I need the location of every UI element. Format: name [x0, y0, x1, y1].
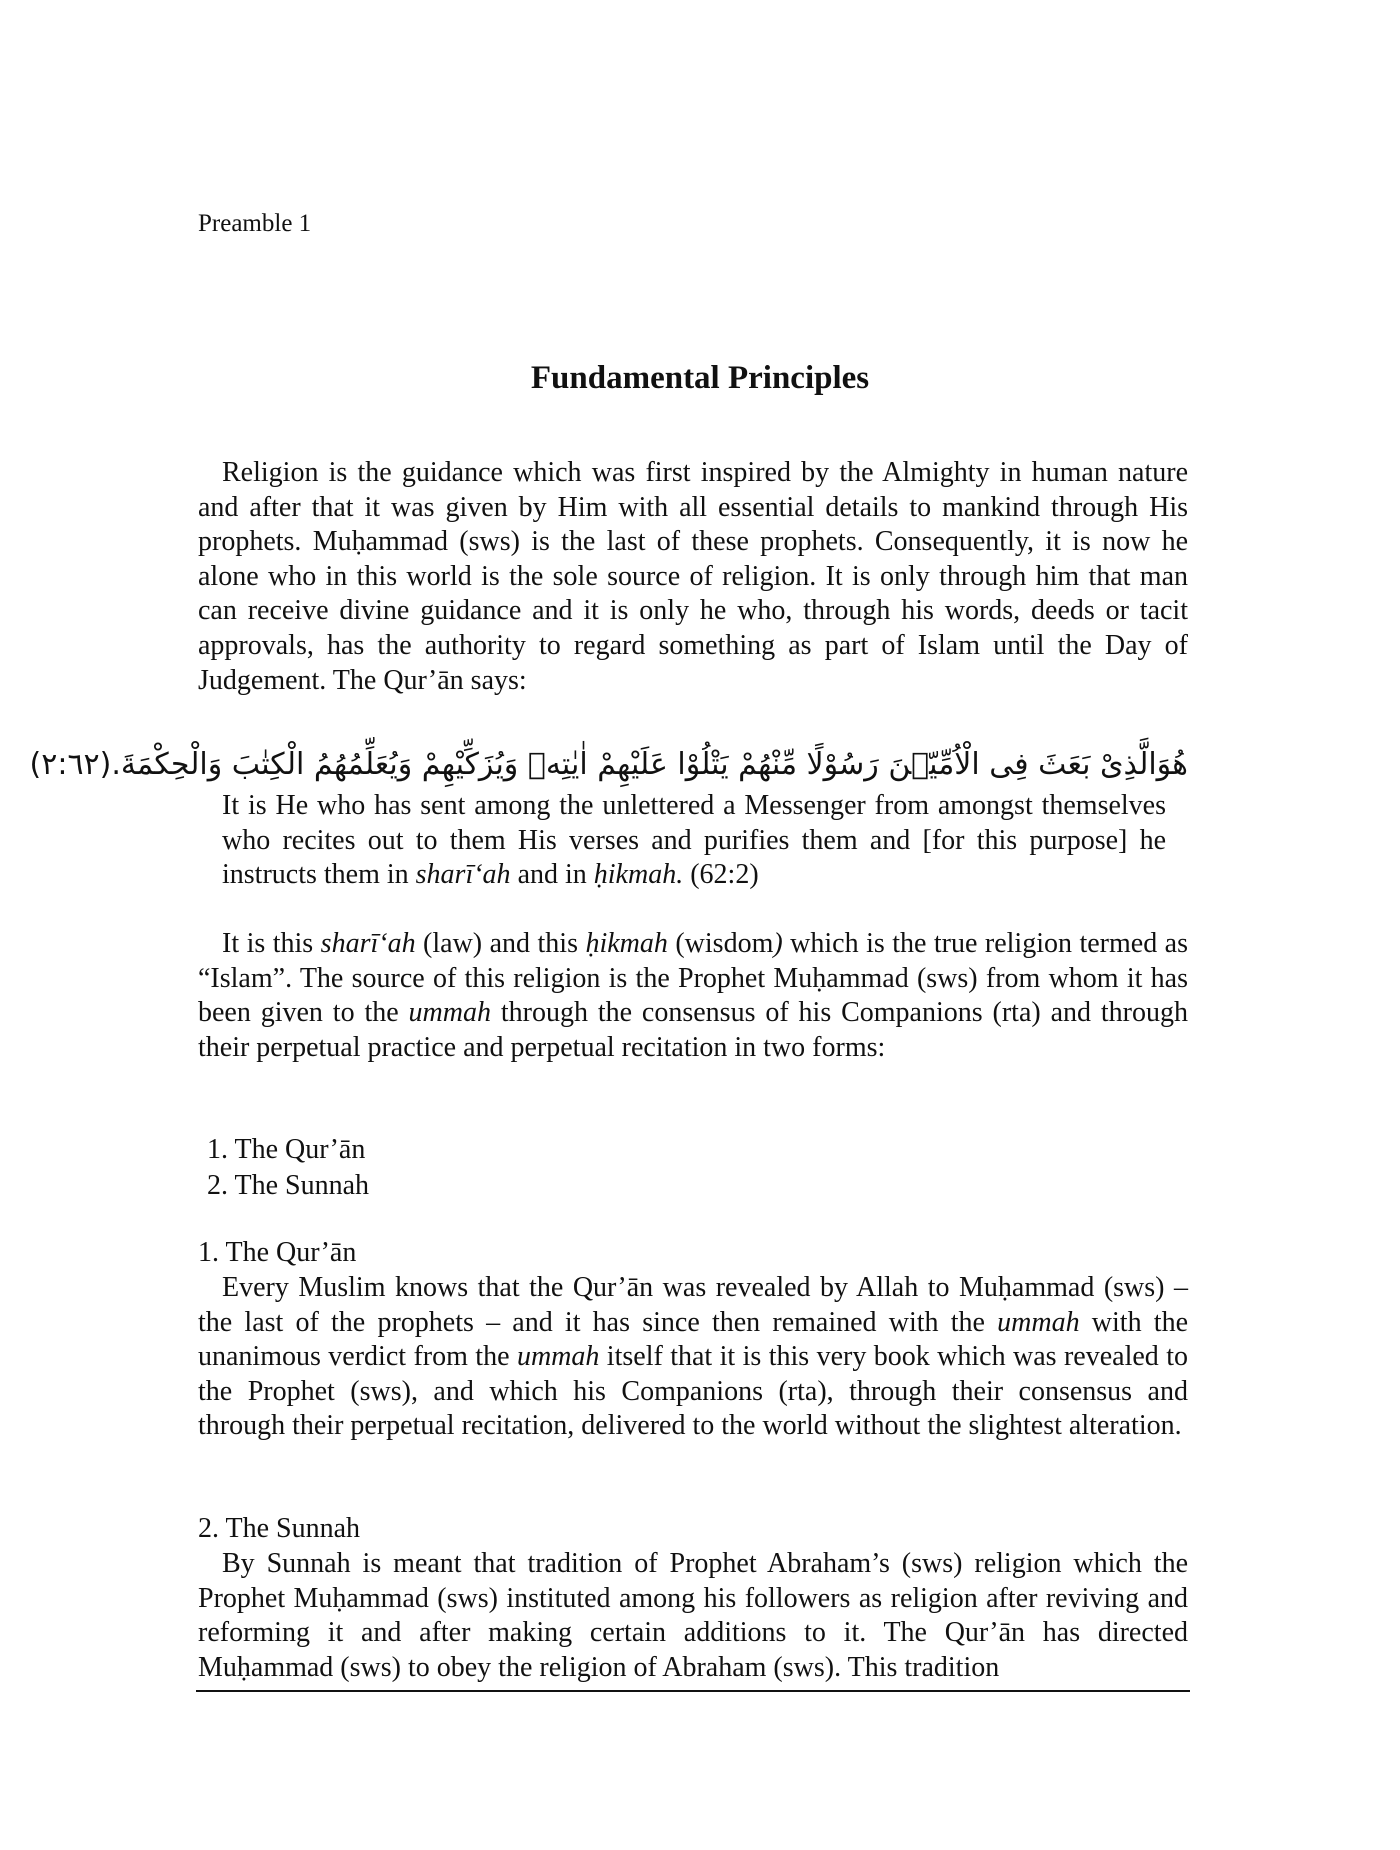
section-heading-quran: 1. The Qur’ān	[198, 1237, 357, 1268]
paragraph-intro: Religion is the guidance which was first inspired by the Almighty in human nature and after that it was given by Him with all essential details to mankind through His prophets. Muḥammad (sws) is the last of these prophets. Consequently, it is now he alone who in this world is the sole source of religion. It is only through him that man can receive divine guidance and it is only he who, through his words, deeds or tacit approvals, has the authority to regard something as part of Islam until the Day of Judgement. The Qur’ān says:	[198, 457, 1188, 696]
footnote-rule	[196, 1690, 1190, 1692]
paragraph-text: through the consensus of his Companions (rta) and through their perpetual practice and perpetual recitation in two forms:	[198, 997, 1188, 1063]
paragraph-shariah-hikmah	[198, 927, 1188, 1065]
paragraph-text: (law) and this	[415, 928, 586, 959]
sources-list	[207, 1132, 369, 1204]
term-ummah: ummah	[516, 1341, 600, 1373]
chapter-title: Fundamental Principles	[530, 360, 870, 396]
paragraph-quran	[198, 1271, 1188, 1444]
translation-text: It is He who has sent among the unlettered a Messenger from amongst themselves who recites out to them His verses and purifies them and [for this purpose] he instructs them in	[222, 790, 1166, 891]
paragraph-text: itself that it is this very book which was revealed to the Prophet (sws), and which his Companions (rta), through their consensus and through their perpetual recitation, delivered to the world without the slightest alteration.	[198, 1341, 1188, 1442]
paragraph-text: with the unanimous verdict from the	[198, 1306, 1188, 1373]
paren-close: )	[773, 928, 783, 959]
term-hikmah: ḥikmah	[585, 928, 668, 959]
translation-text: and in	[510, 859, 594, 891]
quran-verse-translation	[222, 789, 1166, 893]
paragraph-text: Every Muslim knows that the Qur’ān was revealed by Allah to Muḥammad (sws) – the last of the prophets – and it has since then remained with the	[198, 1272, 1188, 1338]
list-item: 2. The Sunnah	[207, 1170, 370, 1201]
list-item: 1. The Qur’ān	[207, 1134, 366, 1165]
paragraph-sunnah: By Sunnah is meant that tradition of Prophet Abraham’s (sws) religion which the Prophet Muḥammad (sws) instituted among his followers as religion after reviving and reforming it and after making certain additions to it. The Qur’ān has directed Muḥammad (sws) to obey the religion of Abraham (sws). This tradition	[198, 1548, 1188, 1683]
running-head: Preamble 1	[198, 210, 312, 237]
term-ummah: ummah	[408, 997, 491, 1029]
paragraph-text: which is the true religion termed as “Islam”. The source of this religion is the Prophet Muḥammad (sws) from whom it has been given to the	[198, 928, 1189, 1029]
term-shariah: sharī‘ah	[415, 859, 511, 891]
paragraph-text: (wisdom	[667, 928, 774, 959]
term-hikmah: ḥikmah.	[593, 859, 684, 891]
term-ummah: ummah	[997, 1306, 1080, 1338]
paragraph-text: It is this	[222, 928, 321, 959]
section-heading-sunnah: 2. The Sunnah	[198, 1513, 361, 1544]
quran-verse-arabic: هُوَالَّذِىْ بَعَثَ فِى الْاُمِّيّٖنَ رَسُوْلًا مِّنْهُمْ يَتْلُوْا عَلَيْهِمْ اٰيٰتِهٖ وَيُزَكِّيْهِمْ وَيُعَلِّمُهُمُ الْكِتٰبَ وَالْحِكْمَةَ.(٢:٦٢)	[29, 747, 1188, 782]
verse-citation: (62:2)	[683, 859, 759, 891]
term-shariah: sharī‘ah	[320, 928, 416, 959]
